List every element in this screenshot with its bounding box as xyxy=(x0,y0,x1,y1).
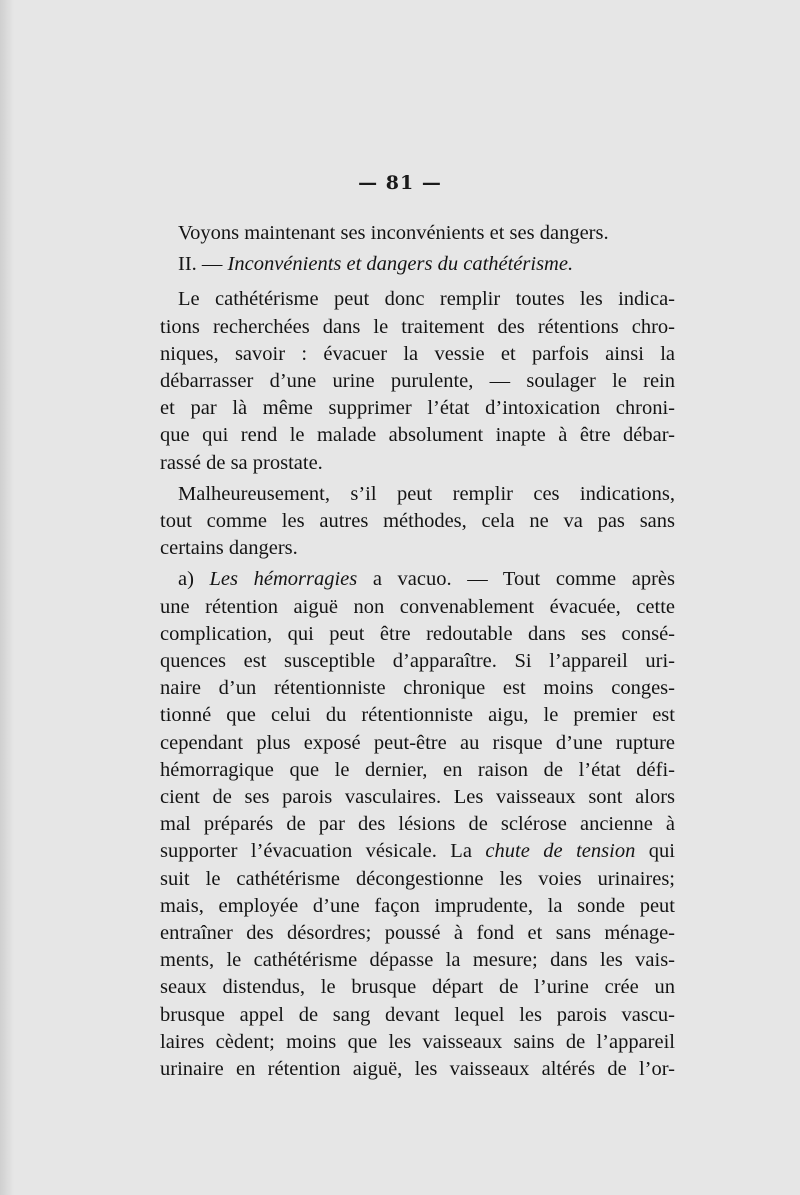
paragraph-line-first xyxy=(160,566,675,593)
paragraph-1 xyxy=(160,286,675,476)
paragraph-line: mais, employée d’une façon imprudente, la sonde peut xyxy=(160,894,675,917)
paragraph-line: et par là même supprimer l’état d’intoxication chroni- xyxy=(160,397,675,420)
paragraph-text: supporter l’évacuation vésicale. La xyxy=(160,840,486,863)
paragraph-line: tionné que celui du rétentionniste aigu, le premier est xyxy=(160,704,675,727)
body-text xyxy=(160,220,675,1083)
paragraph-line: naire d’un rétentionniste chronique est moins conges- xyxy=(160,677,675,700)
paragraph-3 xyxy=(160,566,675,1083)
paragraph-text: qui xyxy=(635,840,675,863)
paragraph-line: suit le cathétérisme décongestionne les voies urinaires; xyxy=(160,867,675,890)
paragraph-line: mal préparés de par des lésions de sclérose ancienne à xyxy=(160,813,675,836)
paragraph-line: certains dangers. xyxy=(160,537,298,560)
paragraph-line: hémorragique que le dernier, en raison de l’état défi- xyxy=(160,758,675,781)
paragraph-line: niques, savoir : évacuer la vessie et parfois ainsi la xyxy=(160,342,675,365)
paragraph-line: quences est susceptible d’apparaître. Si l’appareil uri- xyxy=(160,650,675,673)
paragraph-line: rassé de sa prostate. xyxy=(160,451,323,474)
paragraph-line: cient de ses parois vasculaires. Les vaisseaux sont alors xyxy=(160,786,675,809)
italic-phrase: chute de tension xyxy=(485,840,636,863)
section-heading-prefix: II. — xyxy=(178,253,228,276)
paragraph-line: brusque appel de sang devant lequel les parois vascu- xyxy=(160,1003,675,1026)
paragraph-line: Le cathétérisme peut donc remplir toutes les indica- xyxy=(178,288,675,311)
section-heading xyxy=(160,251,675,278)
paragraph-text: a vacuo. — Tout comme après xyxy=(357,568,676,591)
paragraph-line: que qui rend le malade absolument inapte à être débar- xyxy=(160,424,675,447)
paragraph-line: tout comme les autres méthodes, cela ne va pas sans xyxy=(160,510,675,533)
list-marker: a) xyxy=(178,568,210,591)
paragraph-line: entraîner des désordres; poussé à fond et sans ménage- xyxy=(160,922,675,945)
paragraph-line: complication, qui peut être redoutable dans ses consé- xyxy=(160,622,675,645)
paragraph-2 xyxy=(160,481,675,563)
section-heading-title: Inconvénients et dangers du cathétérisme. xyxy=(227,253,574,276)
paragraph-line: débarrasser d’une urine purulente, — soulager le rein xyxy=(160,370,675,393)
paragraph-line: Malheureusement, s’il peut remplir ces indications, xyxy=(178,482,675,505)
paragraph-line-with-italic xyxy=(160,838,675,865)
paragraph-line: urinaire en rétention aiguë, les vaisseaux altérés de l’or- xyxy=(160,1058,675,1081)
paragraph-line: laires cèdent; moins que les vaisseaux sains de l’appareil xyxy=(160,1030,675,1053)
paragraph-line: tions recherchées dans le traitement des rétentions chro- xyxy=(160,315,675,338)
paragraph-line: ments, le cathétérisme dépasse la mesure; dans les vais- xyxy=(160,949,675,972)
paragraph-line: cependant plus exposé peut-être au risque d’une rupture xyxy=(160,731,675,754)
intro-line: Voyons maintenant ses inconvénients et ses dangers. xyxy=(178,222,609,244)
subsection-title: Les hémorragies xyxy=(209,568,358,591)
paragraph-line: une rétention aiguë non convenablement évacuée, cette xyxy=(160,595,675,618)
page-number: — 81 — xyxy=(358,172,442,194)
paragraph-line: seaux distendus, le brusque départ de l’urine crée un xyxy=(160,976,675,999)
